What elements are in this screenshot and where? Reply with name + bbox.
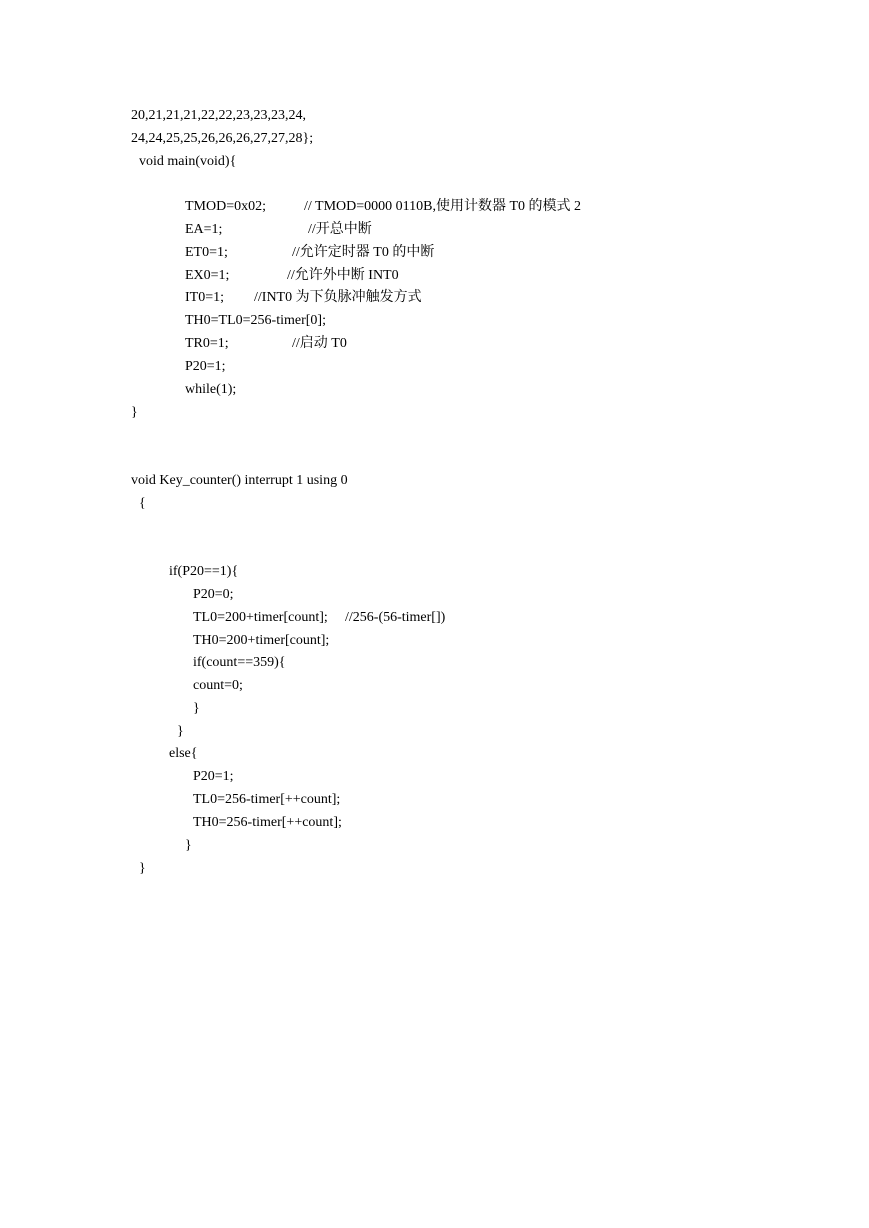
count-reset: count=0;: [193, 678, 243, 693]
p20-init: P20=1;: [185, 359, 226, 374]
tl0-200-line: [193, 609, 593, 627]
th0-tl0-init: TH0=TL0=256-timer[0];: [185, 313, 326, 328]
array-values-line-2: 24,24,25,25,26,26,26,27,27,28};: [131, 131, 314, 146]
tl0-200-comment: //256-(56-timer[]): [345, 610, 446, 625]
p20-set-one: P20=1;: [193, 769, 234, 784]
while-loop: while(1);: [185, 382, 237, 397]
tr0-code: TR0=1;: [185, 336, 229, 351]
main-function-signature: void main(void){: [139, 154, 237, 169]
tl0-increment-line: TL0=256-timer[++count];: [193, 792, 341, 807]
isr-open-brace: {: [139, 496, 146, 511]
ex0-code: EX0=1;: [185, 268, 230, 283]
ea-line: [185, 221, 485, 239]
et0-comment: //允许定时器 T0 的中断: [292, 245, 435, 260]
tmod-line: [185, 198, 825, 216]
it0-comment: //INT0 为下负脉冲触发方式: [254, 290, 422, 305]
p20-set-zero: P20=0;: [193, 587, 234, 602]
et0-code: ET0=1;: [185, 245, 228, 260]
tl0-200-code: TL0=200+timer[count];: [193, 610, 328, 625]
ex0-comment: //允许外中断 INT0: [287, 268, 399, 283]
th0-increment-line: TH0=256-timer[++count];: [193, 815, 342, 830]
ea-code: EA=1;: [185, 222, 223, 237]
ex0-line: [185, 267, 485, 285]
et0-line: [185, 244, 485, 262]
tmod-comment: // TMOD=0000 0110B,使用计数器 T0 的模式 2: [304, 199, 582, 214]
if-p20-condition: if(P20==1){: [169, 564, 239, 579]
else-close-brace: }: [185, 838, 192, 853]
ea-comment: //开总中断: [308, 222, 372, 237]
th0-200-line: TH0=200+timer[count];: [193, 633, 330, 648]
if-close-brace: }: [177, 724, 184, 739]
if-count-condition: if(count==359){: [193, 655, 286, 670]
main-close-brace: }: [131, 405, 138, 420]
tr0-comment: //启动 T0: [292, 336, 347, 351]
tr0-line: [185, 335, 485, 353]
array-values-line-1: 20,21,21,21,22,22,23,23,23,24,: [131, 108, 306, 123]
isr-close-brace: }: [139, 861, 146, 876]
tmod-code: TMOD=0x02;: [185, 199, 267, 214]
it0-code: IT0=1;: [185, 290, 224, 305]
else-open: else{: [169, 746, 198, 761]
it0-line: [185, 289, 485, 307]
isr-signature: void Key_counter() interrupt 1 using 0: [131, 473, 348, 488]
inner-if-close-brace: }: [193, 701, 200, 716]
